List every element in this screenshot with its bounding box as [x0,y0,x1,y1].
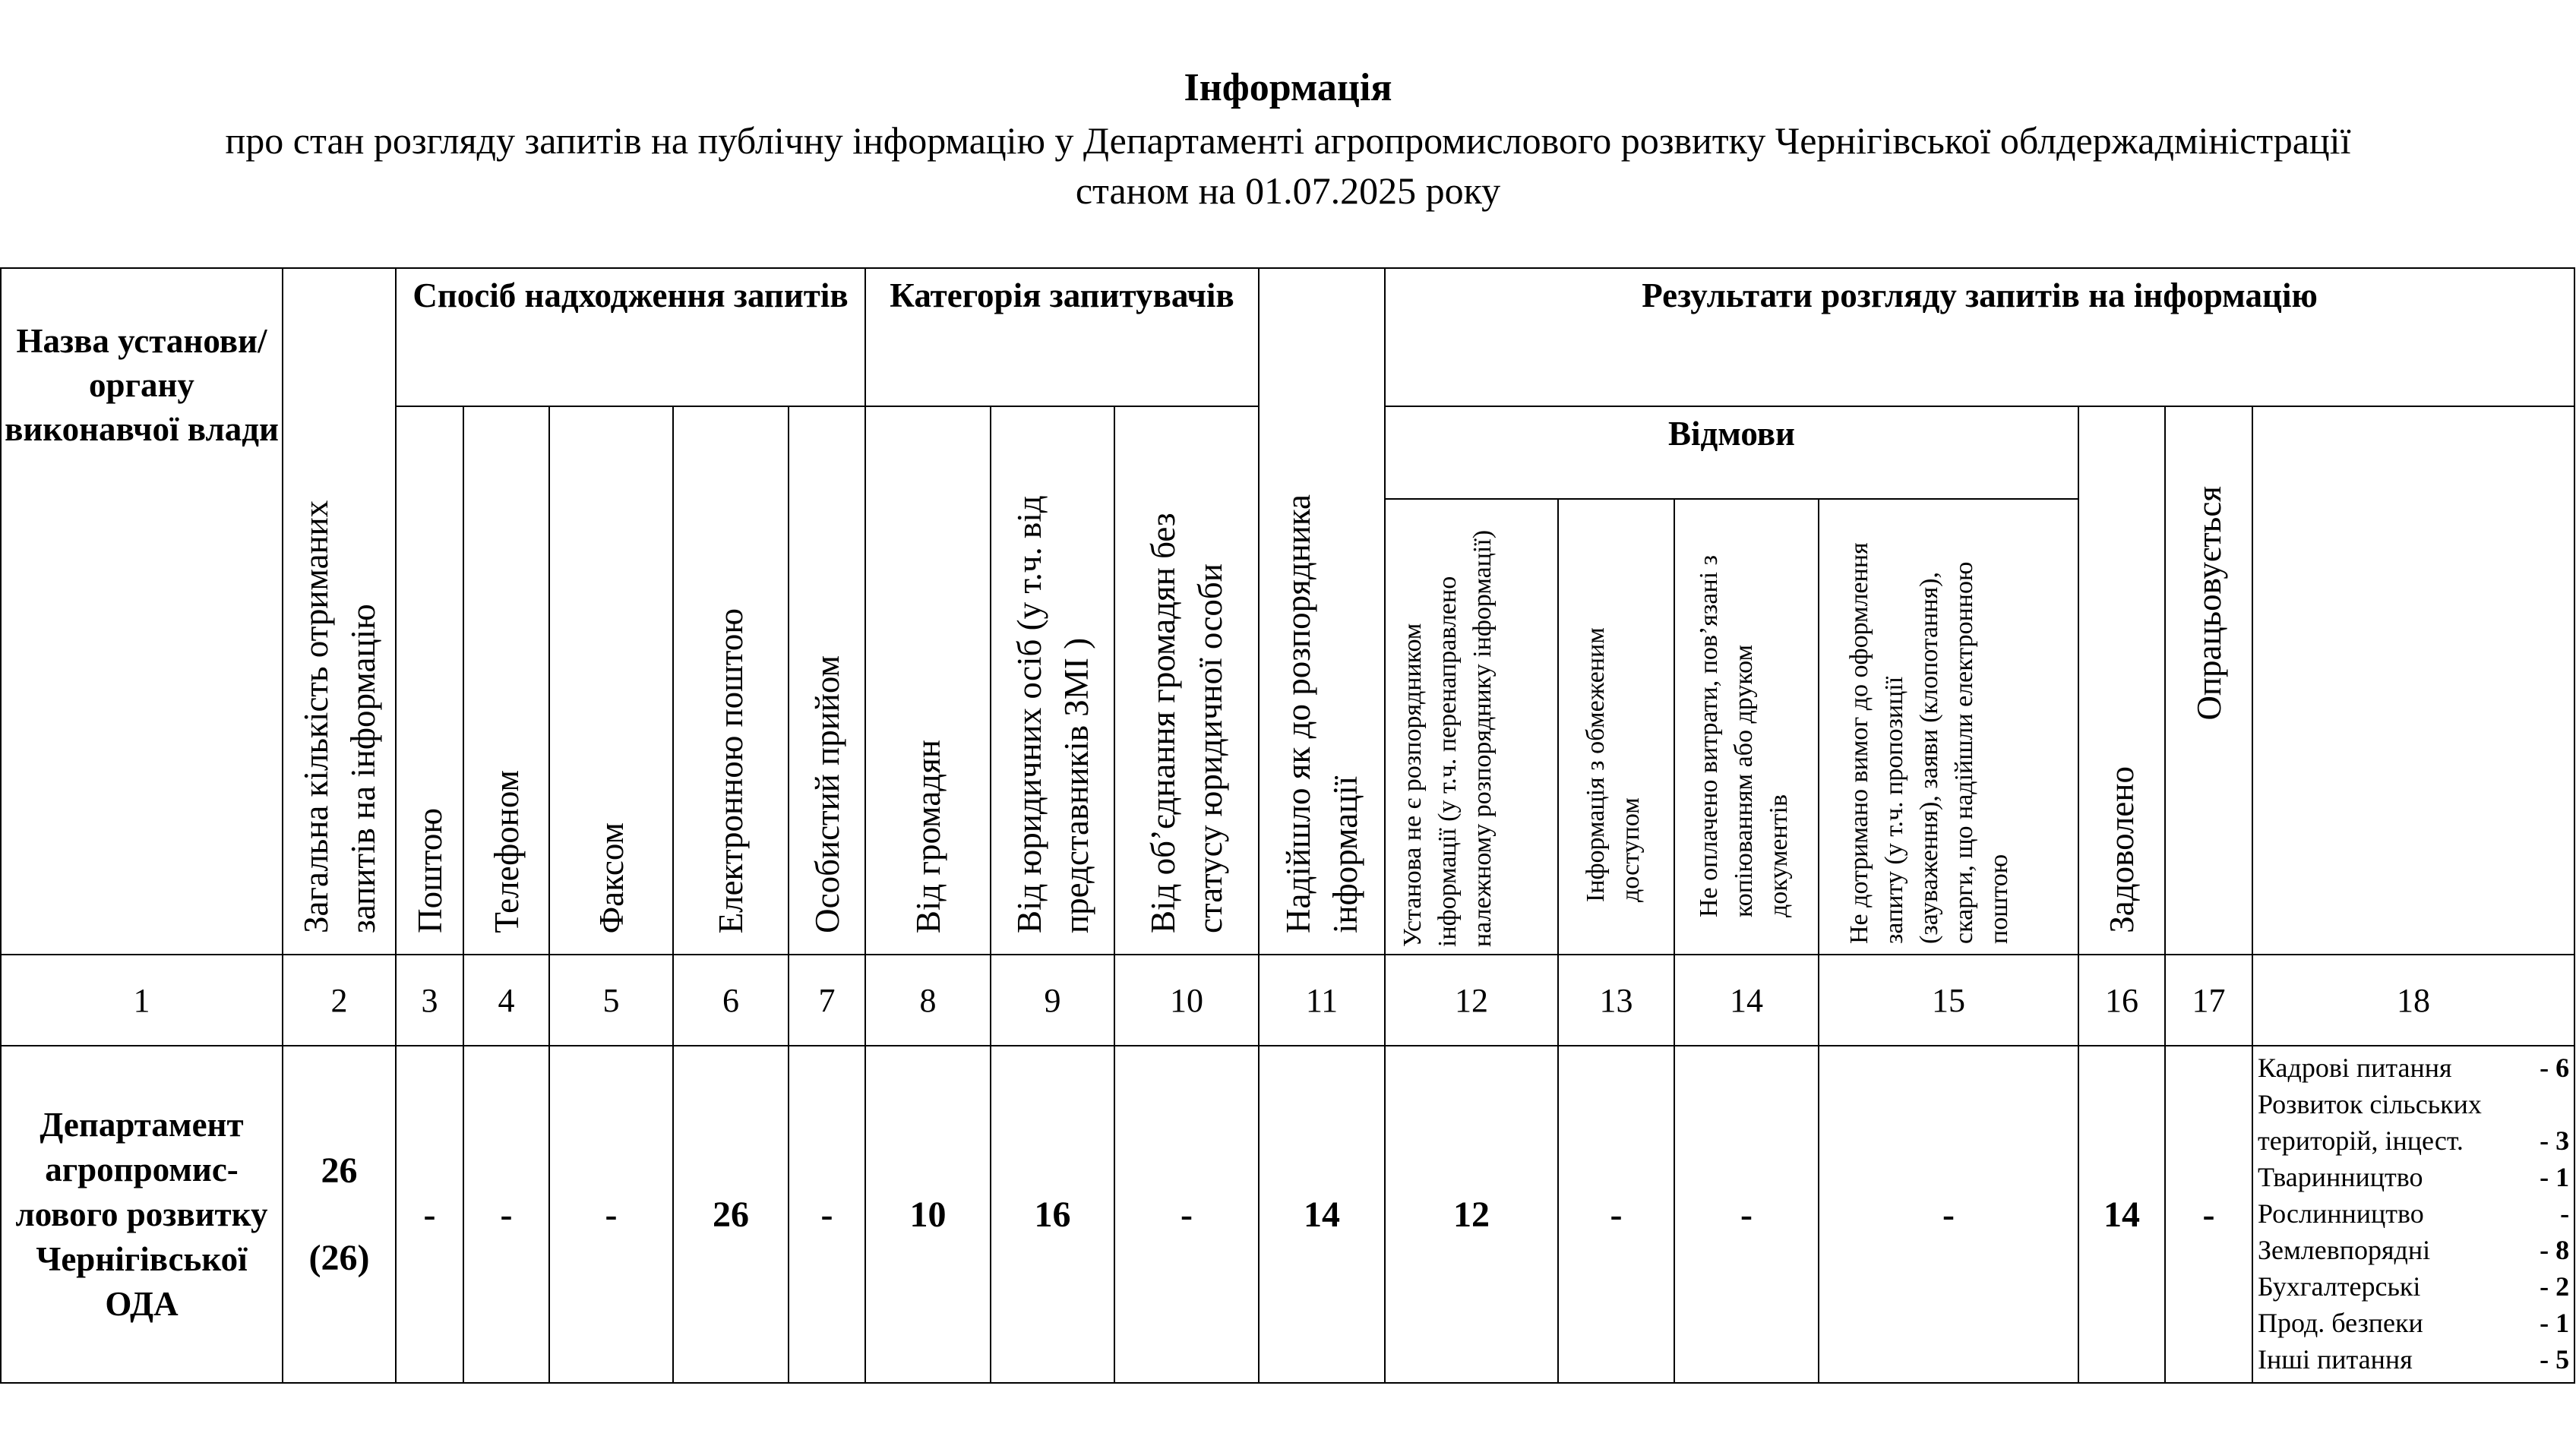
header-types-empty [2252,406,2574,955]
col-number: 8 [865,955,991,1046]
col-number: 17 [2165,955,2252,1046]
row-info-types [2252,1046,2574,1383]
col-number: 14 [1674,955,1819,1046]
col-number: 3 [396,955,463,1046]
row-institution: Департамент агропромис-лового розвитку Чернігівської ОДА [1,1046,283,1383]
row-by-phone: - [463,1046,549,1383]
info-type-line: Рослинництво - [2258,1198,2570,1229]
info-type-line: Тваринництво - 1 [2258,1162,2570,1192]
row-refusal-not-manager: 12 [1385,1046,1558,1383]
row-total [283,1046,396,1383]
info-type-line: Бухгалтерські - 2 [2258,1271,2570,1302]
row-as-manager: 14 [1259,1046,1385,1383]
header-refusal-not-manager: Установа не є розпорядником інформації (у т.ч. перенаправлено належному розпоряднику інформації) [1385,499,1558,955]
row-refusal-unpaid: - [1674,1046,1819,1383]
header-by-email: Електронною поштою [673,406,789,955]
header-by-fax: Факсом [549,406,673,955]
row-from-associations: - [1114,1046,1259,1383]
col-number: 18 [2252,955,2574,1046]
header-total: Загальна кількість отриманих запитів на інформацію [283,268,396,955]
row-by-email: 26 [673,1046,789,1383]
row-in-person: - [789,1046,865,1383]
row-from-legal: 16 [991,1046,1114,1383]
header-from-citizens: Від громадян [865,406,991,955]
header-satisfied: Задоволено [2078,406,2165,955]
header-as-manager: Надійшло як до розпорядника інформації [1259,268,1385,955]
header-group-results: Результати розгляду запитів на інформацію [1385,268,2574,406]
row-refusal-restricted: - [1558,1046,1674,1383]
col-number: 4 [463,955,549,1046]
row-from-citizens: 10 [865,1046,991,1383]
col-number: 10 [1114,955,1259,1046]
header-institution: Назва установи/ органу виконавчої влади [1,268,283,955]
header-group-method: Спосіб надходження запитів [396,268,865,406]
col-number: 16 [2078,955,2165,1046]
col-number: 11 [1259,955,1385,1046]
row-satisfied: 14 [2078,1046,2165,1383]
info-type-line: Землевпорядні - 8 [2258,1235,2570,1265]
document-subtitle: про стан розгляду запитів на публічну інформацію у Департаменті агропромислового розвитку Чернігівської облдержадміністрації [225,119,2351,162]
header-refusal-restricted: Інформація з обмеженим доступом [1558,499,1674,955]
row-by-fax: - [549,1046,673,1383]
row-total-value: 26 [321,1151,358,1191]
col-number: 12 [1385,955,1558,1046]
col-number: 9 [991,955,1114,1046]
header-in-person: Особистий прийом [789,406,865,955]
col-number: 2 [283,955,396,1046]
row-processing: - [2165,1046,2252,1383]
info-type-line: Розвиток сільських [2258,1089,2482,1119]
requests-table [0,267,2575,1384]
row-refusal-requirements: - [1819,1046,2078,1383]
col-number: 1 [1,955,283,1046]
header-processing: Опрацьовується [2165,406,2252,955]
info-type-line: Кадрові питання - 6 [2258,1053,2570,1083]
col-number: 6 [673,955,789,1046]
col-number: 5 [549,955,673,1046]
info-type-line: територій, інцест. - 3 [2258,1125,2570,1156]
header-from-legal: Від юридичних осіб (у т.ч. від представників ЗМІ ) [991,406,1114,955]
header-by-post: Поштою [396,406,463,955]
header-group-category: Категорія запитувачів [865,268,1259,406]
document-date-line: станом на 01.07.2025 року [1075,169,1501,212]
document-title: Інформація [1184,66,1392,109]
row-total-sub: (26) [308,1238,370,1278]
col-number: 15 [1819,955,2078,1046]
col-number: 7 [789,955,865,1046]
info-type-line: Інші питання - 5 [2258,1344,2570,1375]
header-group-refusals: Відмови [1385,406,2078,499]
header-by-phone: Телефоном [463,406,549,955]
row-by-post: - [396,1046,463,1383]
header-from-associations: Від об’єднання громадян без статусу юридичної особи [1114,406,1259,955]
header-refusal-requirements: Не дотримано вимог до оформлення запиту (у т.ч. пропозиції (зауваження), заяви (клопотання), скарги, що надійшли електронною поштою [1819,499,2078,955]
info-type-line: Прод. безпеки - 1 [2258,1308,2570,1338]
col-number: 13 [1558,955,1674,1046]
header-refusal-unpaid: Не оплачено витрати, пов’язані з копіюванням або друком документів [1674,499,1819,955]
